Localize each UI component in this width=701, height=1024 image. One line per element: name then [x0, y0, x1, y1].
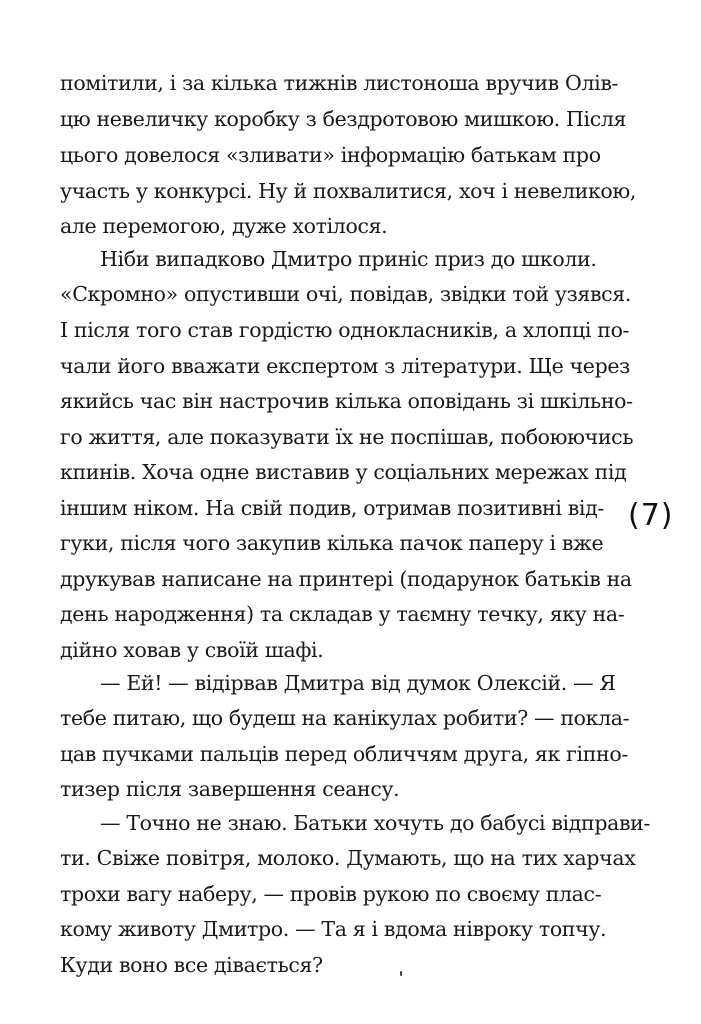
text-line: кпинів. Хоча одне виставив у соціальних мережах під: [60, 460, 627, 484]
text-line: чали його вважати експертом з літератури. Ще через: [60, 354, 630, 378]
text-line: кому животу Дмитро. — Та я і вдома нівроку топчу.: [60, 917, 607, 941]
text-line: — Ей! — відірвав Дмитра від думок Олексій. — Я: [100, 671, 616, 695]
text-line: трохи вагу наберу, — провів рукою по своєму плас-: [60, 882, 602, 906]
text-line: цього довелося «зливати» інформацію батькам про: [60, 143, 601, 167]
text-line: друкував написане на принтері (подарунок батьків на: [60, 567, 632, 591]
text-line: ти. Свіже повітря, молоко. Думають, що на тих харчах: [60, 846, 636, 870]
text-line: цю невеличку коробку з бездротовою мишкою. Після: [60, 107, 627, 131]
text-line: тебе питаю, що будеш на канікулах робити? — покла-: [60, 706, 630, 730]
text-line: цав пучками пальців перед обличчям друга, як гіпно-: [60, 742, 628, 766]
page-number: (7): [628, 498, 674, 533]
text-line: день народження) та складав у таємну течку, яку на-: [60, 602, 625, 626]
text-line: якийсь час він настрочив кілька оповідань зі шкільно-: [60, 389, 633, 413]
text-line: «Скромно» опустивши очі, повідав, звідки той узявся.: [60, 282, 632, 306]
text-line: — Точно не знаю. Батьки хочуть до бабусі відправи-: [100, 811, 651, 835]
text-line: Ніби випадково Дмитро приніс приз до школи.: [100, 247, 597, 271]
text-line: І після того став гордістю однокласників, а хлопці по-: [60, 318, 630, 342]
text-line: го життя, але показувати їх не поспішав, побоюючись: [60, 425, 634, 449]
text-line: тизер після завершення сеансу.: [60, 777, 400, 801]
text-line: іншим ніком. На свій подив, отримав позитивні від-: [60, 496, 604, 520]
text-line: участь у конкурсі. Ну й похвалитися, хоч і невеликою,: [60, 179, 637, 203]
print-speck: [400, 971, 402, 976]
text-line: але перемогою, дуже хотілося.: [60, 214, 388, 238]
text-line: помітили, і за кілька тижнів листоноша вручив Олів-: [60, 71, 619, 95]
text-line: дійно ховав у своїй шафі.: [60, 638, 324, 662]
text-line: Куди воно все дівається?: [60, 953, 323, 977]
text-line: гуки, після чого закупив кілька пачок паперу і вже: [60, 531, 604, 555]
